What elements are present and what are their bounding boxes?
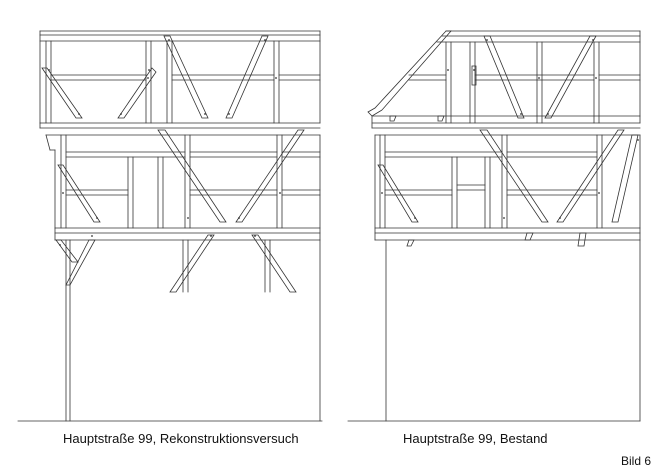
middle-braces: [58, 130, 304, 222]
caption-reconstruction: Hauptstraße 99, Rekonstruktionsversuch: [63, 431, 299, 446]
middle-rails: [385, 152, 597, 195]
peg-holes: [381, 39, 639, 219]
ground-floor-walls: [386, 240, 640, 421]
caption-existing: Hauptstraße 99, Bestand: [403, 431, 548, 446]
upper-braces: [42, 36, 268, 118]
upper-posts: [46, 41, 279, 123]
upper-storey-outline: [40, 31, 320, 135]
upper-braces: [472, 36, 596, 118]
middle-storey-outline: [375, 135, 640, 240]
upper-rails: [409, 75, 640, 80]
figure-label: Bild 6: [621, 454, 652, 468]
ground-floor-braces: [56, 235, 296, 292]
facade-drawing-reconstruction: [18, 31, 322, 421]
ground-floor-brackets: [407, 233, 586, 246]
upper-posts: [446, 31, 640, 123]
middle-braces: [378, 130, 638, 222]
middle-storey-outline: [46, 135, 320, 240]
beam-band: [372, 116, 640, 135]
facade-drawing-existing: [348, 31, 640, 421]
peg-holes: [48, 39, 281, 246]
middle-posts: [61, 135, 282, 228]
upper-rails: [51, 75, 320, 80]
